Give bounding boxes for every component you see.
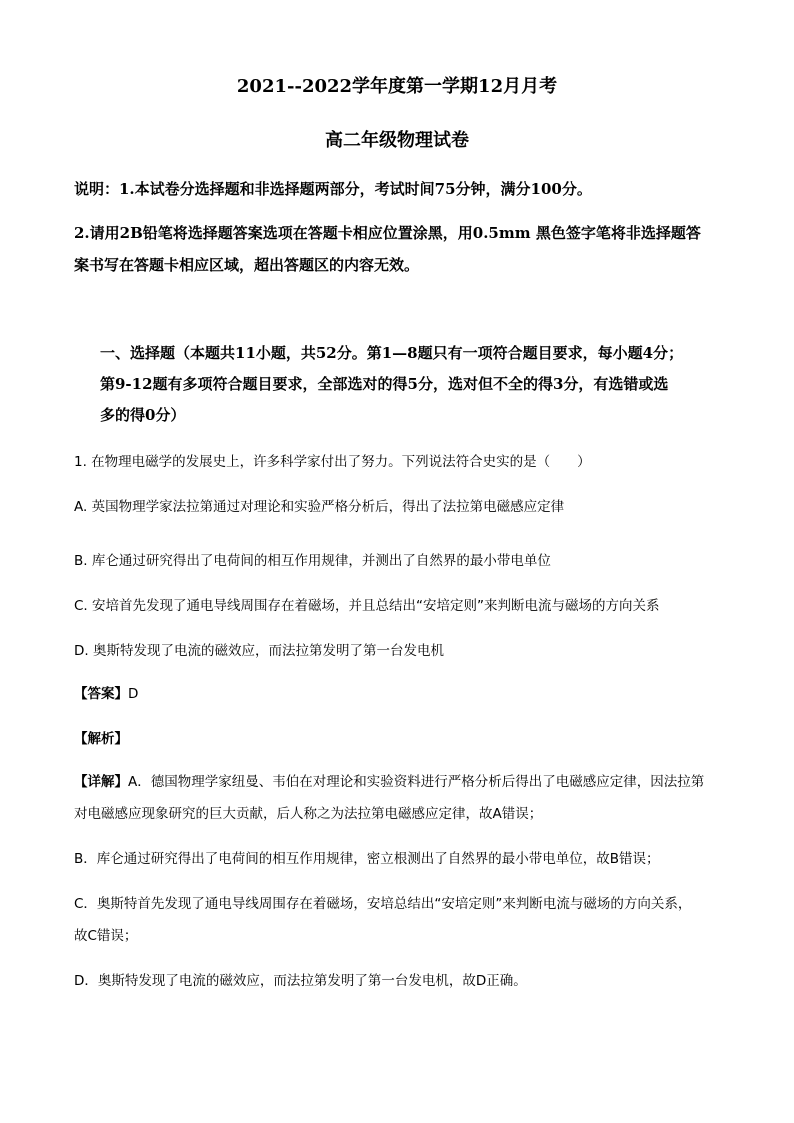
- detail-line-1: [74, 770, 704, 790]
- detail-line-4: C．奥斯特首先发现了通电导线周围存在着磁场，安培总结出“安培定则”来判断电流与磁场的方向关系，: [74, 896, 692, 912]
- detail-line-6: D．奥斯特发现了电流的磁效应，而法拉第发明了第一台发电机，故D正确。: [74, 973, 527, 989]
- detail-line-5: 故C错误；: [74, 928, 138, 944]
- section-heading-line-1: 一、选择题（本题共11小题，共52分。第1—8题只有一项符合题目要求，每小题4分；: [100, 344, 684, 362]
- instruction-line-1: 说明：1.本试卷分选择题和非选择题两部分，考试时间75分钟，满分100分。: [74, 180, 592, 198]
- question-1-stem: 1. 在物理电磁学的发展史上，许多科学家付出了努力。下列说法符合史实的是（ ）: [74, 454, 591, 470]
- question-1-option-d: D. 奥斯特发现了电流的磁效应，而法拉第发明了第一台发电机: [74, 643, 444, 659]
- answer-value: D: [128, 686, 139, 702]
- detail-line-3: B．库仑通过研究得出了电荷间的相互作用规律，密立根测出了自然界的最小带电单位，故B错误；: [74, 851, 660, 867]
- exam-subtitle: 高二年级物理试卷: [325, 130, 469, 151]
- question-1-option-b: B. 库仑通过研究得出了电荷间的相互作用规律，并测出了自然界的最小带电单位: [74, 553, 551, 569]
- instruction-line-2a: 2.请用2B铅笔将选择题答案选项在答题卡相应位置涂黑，用0.5mm 黑色签字笔将非选择题答: [74, 224, 701, 242]
- analysis-tag: 【解析】: [74, 731, 128, 747]
- answer-tag: 【答案】: [74, 686, 128, 702]
- instruction-line-2b: 案书写在答题卡相应区域，超出答题区的内容无效。: [74, 256, 420, 274]
- detail-text-1: A．德国物理学家纽曼、韦伯在对理论和实验资料进行严格分析后得出了电磁感应定律，因法拉第: [128, 774, 705, 790]
- exam-title: 2021--2022学年度第一学期12月月考: [236, 76, 558, 97]
- answer-line: [74, 682, 138, 702]
- question-1-option-a: A. 英国物理学家法拉第通过对理论和实验严格分析后，得出了法拉第电磁感应定律: [74, 499, 565, 515]
- section-heading-line-2: 第9-12题有多项符合题目要求，全部选对的得5分，选对但不全的得3分，有选错或选: [100, 375, 669, 393]
- detail-tag: 【详解】: [74, 774, 128, 790]
- question-1-option-c: C. 安培首先发现了通电导线周围存在着磁场，并且总结出“安培定则”来判断电流与磁场的方向关系: [74, 598, 660, 614]
- detail-line-2: 对电磁感应现象研究的巨大贡献，后人称之为法拉第电磁感应定律，故A错误；: [74, 806, 543, 822]
- section-heading-line-3: 多的得0分）: [100, 406, 186, 424]
